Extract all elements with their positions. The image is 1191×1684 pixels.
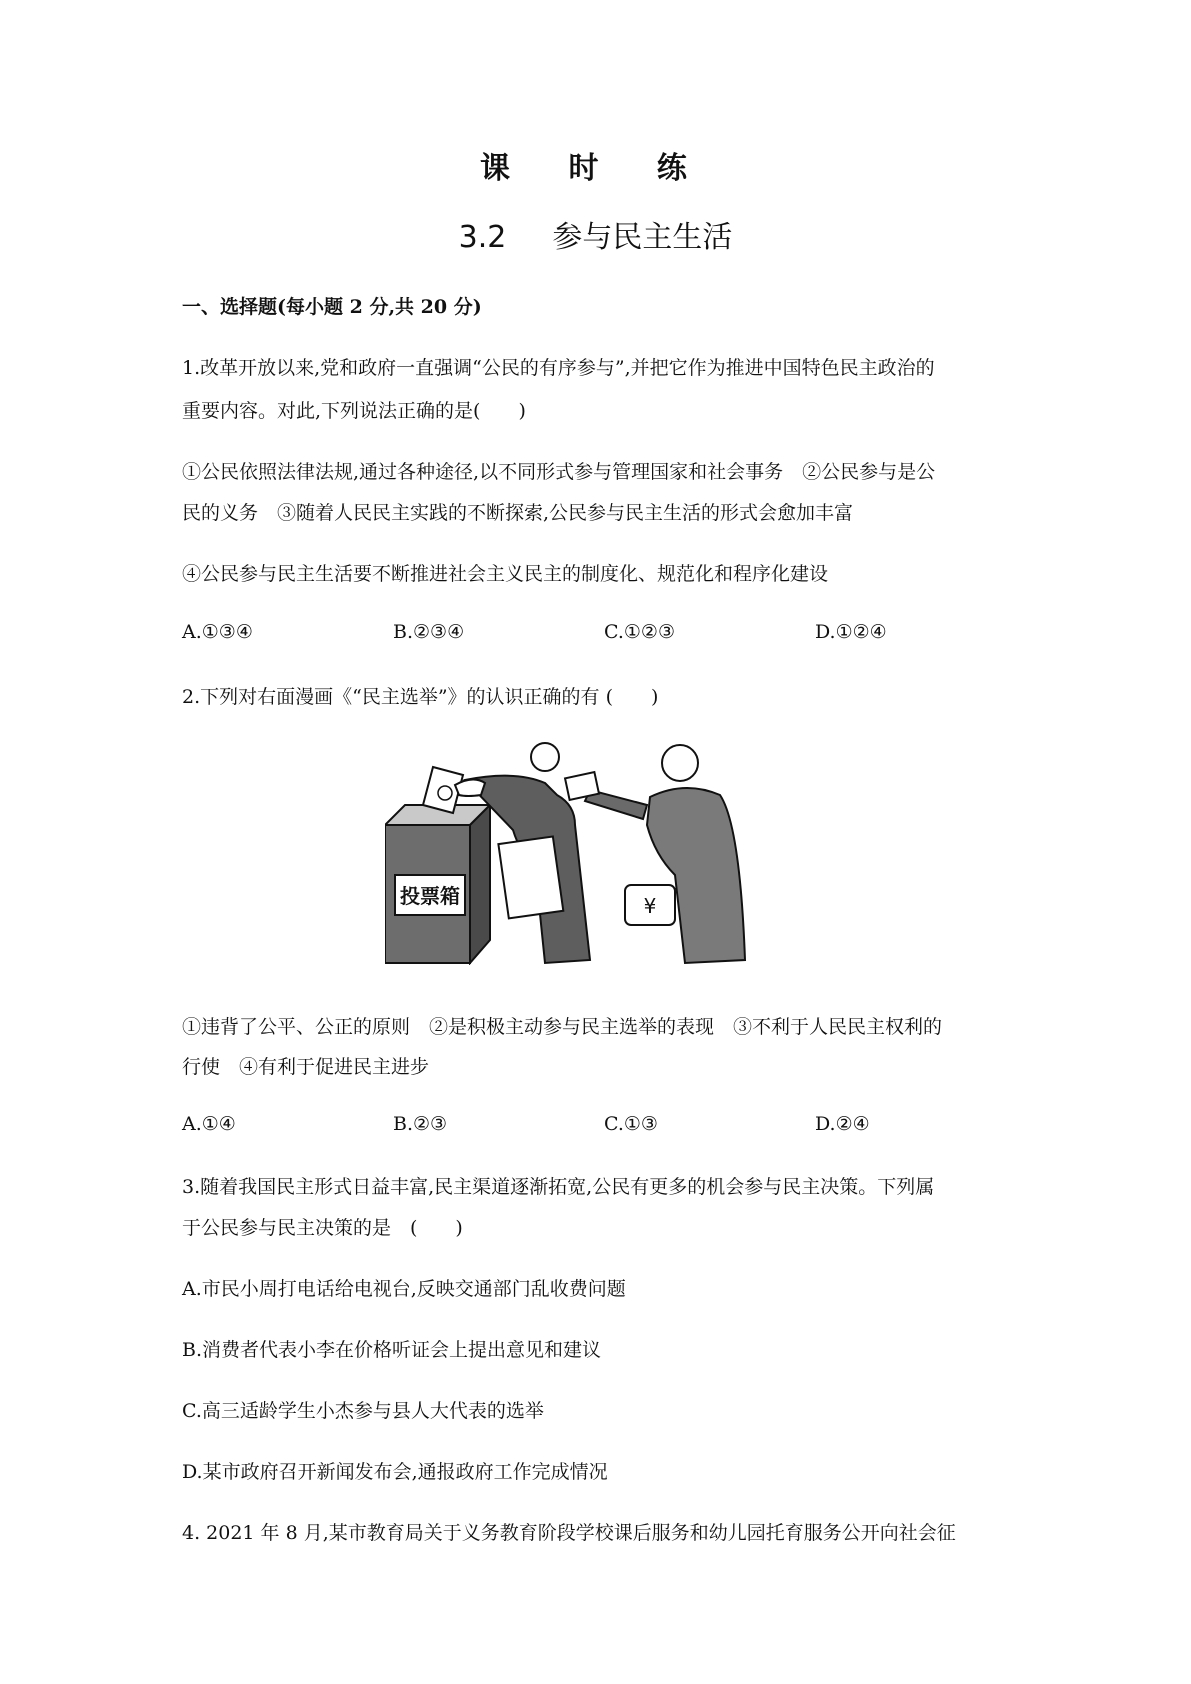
ballot-box-label: 投票箱 [400,884,460,908]
q1-statement-line-2: 民的义务 ③随着人民民主实践的不断探索,公民参与民主生活的形式会愈加丰富 [182,502,854,524]
money-bag-label: ¥ [643,894,657,918]
q3-option-c: C.高三适龄学生小杰参与县人大代表的选举 [182,1400,544,1422]
q2-statement-line-2: 行使 ④有利于促进民主进步 [182,1056,430,1078]
briber-body [647,788,745,963]
q3-option-b: B.消费者代表小李在价格听证会上提出意见和建议 [182,1339,602,1361]
q1-stem-line-1: 1.改革开放以来,党和政府一直强调“公民的有序参与”,并把它作为推进中国特色民主政治的 [182,357,935,379]
q2-option-b: B.②③ [393,1113,448,1135]
q3-stem-line-2: 于公民参与民主决策的是 ( ) [182,1217,463,1239]
q2-option-d: D.②④ [815,1113,870,1135]
q1-option-c: C.①②③ [604,621,675,643]
ballot-box-side [470,805,490,963]
briber-head [662,745,698,781]
q1-option-d: D.①②④ [815,621,887,643]
money-envelope [565,772,599,800]
q1-stem-line-2: 重要内容。对此,下列说法正确的是( ) [182,400,526,422]
q2-option-c: C.①③ [604,1113,658,1135]
q1-option-b: B.②③④ [393,621,465,643]
voter-head [531,743,559,771]
page-title: 课 时 练 [480,151,711,186]
q1-statement-line-3: ④公民参与民主生活要不断推进社会主义民主的制度化、规范化和程序化建设 [182,563,829,585]
q2-option-a: A.①④ [182,1113,236,1135]
q4-stem-line-1: 4. 2021 年 8 月,某市教育局关于义务教育阶段学校课后服务和幼儿园托育服务公开向社会征 [182,1522,956,1544]
q2-statement-line-1: ①违背了公平、公正的原则 ②是积极主动参与民主选举的表现 ③不利于人民民主权利的 [182,1016,943,1038]
q2-stem: 2.下列对右面漫画《“民主选举”》的认识正确的有 ( ) [182,686,659,708]
q3-option-d: D.某市政府召开新闻发布会,通报政府工作完成情况 [182,1461,608,1483]
voter-hand [455,779,485,796]
lesson-heading [0,212,1191,256]
lesson-title: 参与民主生活 [552,220,733,255]
voter-folder [498,836,563,918]
lesson-number: 3.2 [458,220,507,255]
section-heading: 一、选择题(每小题 2 分,共 20 分) [182,296,482,318]
q1-option-a: A.①③④ [182,621,253,643]
q3-option-a: A.市民小周打电话给电视台,反映交通部门乱收费问题 [182,1278,626,1300]
q1-statement-line-1: ①公民依照法律法规,通过各种途径,以不同形式参与管理国家和社会事务 ②公民参与是公 [182,461,936,483]
ballot-bribery-cartoon [385,735,805,965]
q3-stem-line-1: 3.随着我国民主形式日益丰富,民主渠道逐渐拓宽,公民有更多的机会参与民主决策。下列属 [182,1176,935,1198]
